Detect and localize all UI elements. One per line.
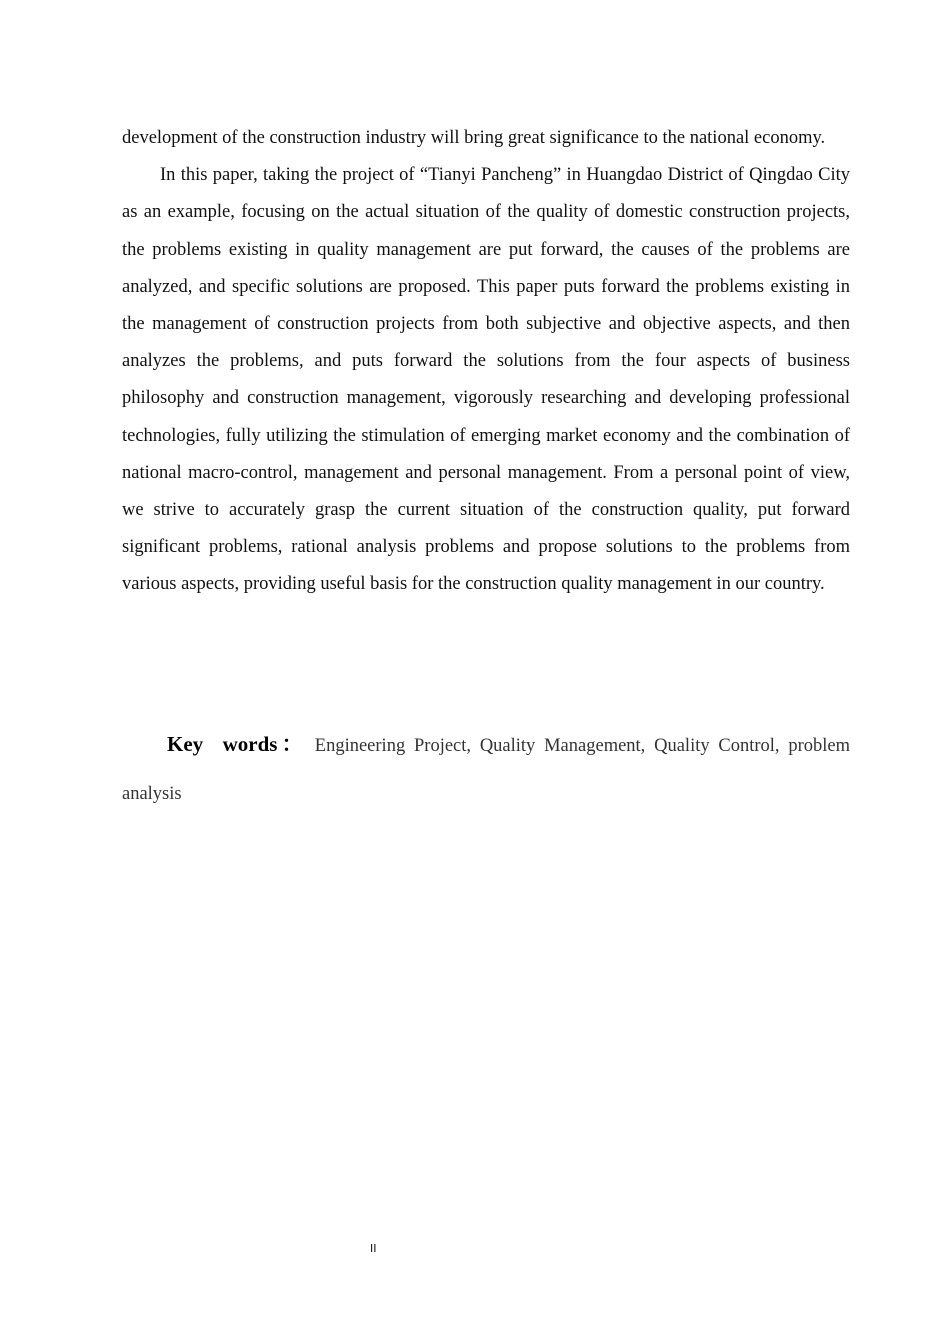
abstract-body [122,120,850,604]
continued-paragraph: development of the construction industry will bring great significance to the national economy. [122,128,826,148]
page-number: II [370,1242,377,1255]
main-paragraph: In this paper, taking the project of “Tianyi Pancheng” in Huangdao District of Qingdao City as an example, focusing on the actual situation of the quality of domestic construction projects, the problems existing in quality management are put forward, the causes of the problems are analyzed, and specific solutions are proposed. This paper puts forward the problems existing in the management of construction projects from both subjective and objective aspects, and then analyzes the problems, and puts forward the solutions from the four aspects of business philosophy and construction management, vigorously researching and developing professional technologies, fully utilizing the stimulation of emerging market economy and the combination of national macro-control, management and personal management. From a personal point of view, we strive to accurately grasp the current situation of the construction quality, put forward significant problems, rational analysis problems and propose solutions to the problems from various aspects, providing useful basis for the construction quality management in our country. [122,165,850,595]
keywords-label: Key words [167,732,278,756]
keywords-text: Engineering Project, Quality Management, Quality Control, problem analysis [122,736,851,804]
keywords-colon: ： [277,732,307,756]
keywords-section [122,720,850,818]
